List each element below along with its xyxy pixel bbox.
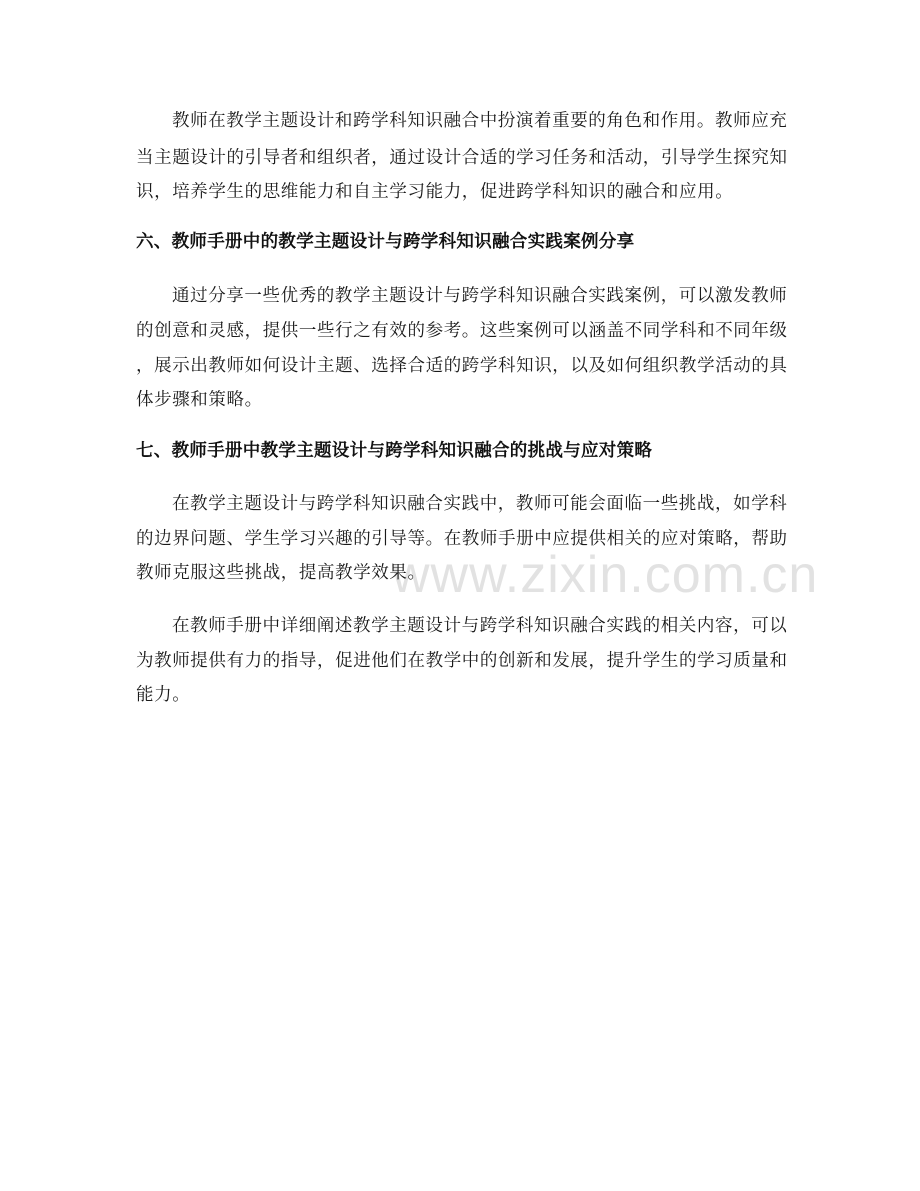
paragraph-2-line-1: 通过分享一些优秀的教学主题设计与跨学科知识融合实践案例，可以激发教师 — [172, 286, 788, 306]
paragraph-1-line-3: 识，培养学生的思维能力和自主学习能力，促进跨学科知识的融合和应用。 — [136, 182, 734, 202]
paragraph-1-line-1: 教师在教学主题设计和跨学科知识融合中扮演着重要的角色和作用。教师应充 — [172, 111, 788, 131]
paragraph-4-line-1: 在教师手册中详细阐述教学主题设计与跨学科知识融合实践的相关内容，可以 — [172, 616, 788, 636]
paragraph-2-line-3: ，展示出教师如何设计主题、选择合适的跨学科知识，以及如何组织教学活动的具 — [136, 356, 788, 376]
section-heading-7: 七、教师手册中教学主题设计与跨学科知识融合的挑战与应对策略 — [136, 441, 653, 461]
watermark: www.zixin.com.cn — [392, 546, 819, 604]
section-heading-6: 六、教师手册中的教学主题设计与跨学科知识融合实践案例分享 — [136, 232, 635, 252]
paragraph-1-line-2: 当主题设计的引导者和组织者，通过设计合适的学习任务和活动，引导学生探究知 — [136, 148, 788, 168]
paragraph-3-line-3: 教师克服这些挑战，提高教学效果。 — [136, 563, 426, 583]
paragraph-4-line-3: 能力。 — [136, 685, 191, 705]
paragraph-3-line-1: 在教学主题设计与跨学科知识融合实践中，教师可能会面临一些挑战，如学科 — [172, 494, 788, 514]
paragraph-2-line-4: 体步骤和策略。 — [136, 390, 263, 410]
paragraph-3-line-2: 的边界问题、学生学习兴趣的引导等。在教师手册中应提供相关的应对策略，帮助 — [136, 529, 788, 549]
paragraph-2-line-2: 的创意和灵感，提供一些行之有效的参考。这些案例可以涵盖不同学科和不同年级 — [136, 321, 788, 341]
paragraph-4-line-2: 为教师提供有力的指导，促进他们在教学中的创新和发展，提升学生的学习质量和 — [136, 651, 788, 671]
